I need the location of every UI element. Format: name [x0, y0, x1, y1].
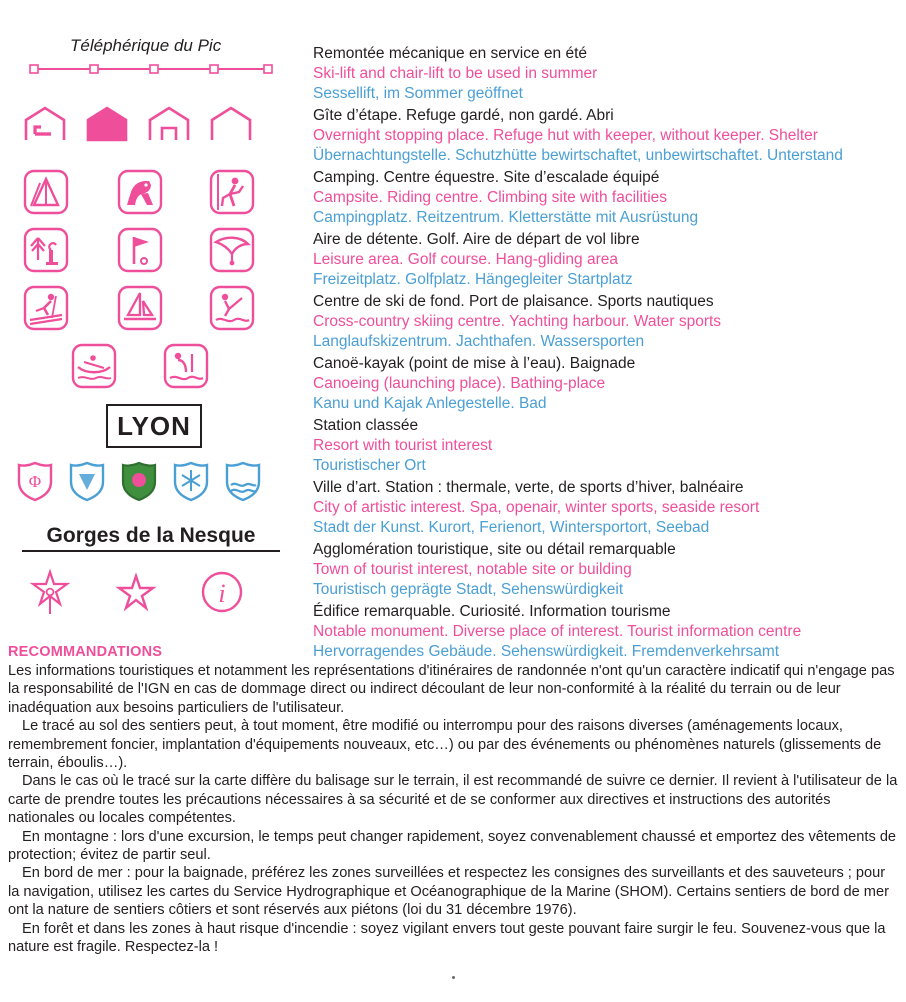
city-label-box: [106, 404, 202, 448]
legend-text-de: Touristischer Ort: [313, 457, 426, 474]
campsite-icon: [22, 168, 70, 216]
svg-text:i: i: [218, 579, 226, 608]
tourist-information-icon: [198, 568, 246, 616]
legend-row: [313, 292, 903, 352]
refuge-without-keeper-icon: [146, 104, 192, 144]
legend-text-de: Hervorragendes Gebäude. Sehenswürdigkeit. Fremdenverkehrsamt: [313, 643, 780, 660]
legend-text-en: Canoeing (launching place). Bathing-place: [313, 375, 606, 392]
cableway-title: Téléphérique du Pic: [70, 36, 222, 55]
legend-text-fr: Ville d’art. Station : thermale, verte, de sports d’hiver, balnéaire: [313, 479, 744, 496]
legend-text-de: Sessellift, im Sommer geöffnet: [313, 85, 523, 102]
legend-text-de: Stadt der Kunst. Kurort, Ferienort, Wintersportort, Seebad: [313, 519, 710, 536]
legend-text-en: Cross-country skiing centre. Yachting harbour. Water sports: [313, 313, 722, 330]
legend-text-en: Notable monument. Diverse place of interest. Tourist information centre: [313, 623, 802, 640]
legend-text-en: Town of tourist interest, notable site or building: [313, 561, 632, 578]
yachting-harbour-icon: [116, 284, 164, 332]
recommendations-paragraph: Les informations touristiques et notamment les représentations d'itinéraires de randonnée n'ont qu'un caractère indicatif qui n'engage pas la responsabilité de l'IGN en cas de dommage direct ou indirect découlant de leur non-conformité à la réalité du terrain ou de leur inadéquation aux besoins particuliers de l'utilisateur.: [8, 663, 895, 716]
shelter-icon: [208, 104, 254, 144]
legend-text-fr: Remontée mécanique en service en été: [313, 45, 587, 62]
bathing-place-icon: [162, 342, 210, 390]
legend-text-fr: Canoë-kayak (point de mise à l’eau). Baignade: [313, 355, 636, 372]
legend-text-rows: [313, 44, 903, 664]
legend-text-fr: Centre de ski de fond. Port de plaisance. Sports nautiques: [313, 293, 714, 310]
recommendations-paragraph: En montagne : lors d'une excursion, le temps peut changer rapidement, soyez convenablement chaussé et emportez des vêtements de protection; évitez de partir seul.: [8, 828, 897, 864]
legend-text-de: Kanu und Kajak Anlegestelle. Bad: [313, 395, 547, 412]
legend-row: [313, 416, 903, 476]
legend-row: [313, 354, 903, 414]
svg-text:Φ: Φ: [28, 472, 42, 491]
legend-text-en: City of artistic interest. Spa, openair, winter sports, seaside resort: [313, 499, 760, 516]
legend-row: [313, 478, 903, 538]
legend-text-en: Ski-lift and chair-lift to be used in summer: [313, 65, 598, 82]
legend-row: [313, 44, 903, 104]
legend-text-fr: Camping. Centre équestre. Site d’escalade équipé: [313, 169, 660, 186]
refuge-with-keeper-icon: [84, 104, 130, 144]
legend-text-de: Campingplatz. Reitzentrum. Kletterstätte mit Ausrüstung: [313, 209, 699, 226]
leisure-area-icon: [22, 226, 70, 274]
legend-text-en: Campsite. Riding centre. Climbing site with facilities: [313, 189, 668, 206]
legend-text-en: Leisure area. Golf course. Hang-gliding area: [313, 251, 619, 268]
legend-text-en: Resort with tourist interest: [313, 437, 493, 454]
cable-car-line-icon: [28, 62, 274, 76]
notable-monument-icon: [26, 566, 74, 616]
recommendations-section: [8, 644, 898, 957]
legend-text-de: Übernachtungstelle. Schutzhütte bewirtschaftet, unbewirtschaftet. Unterstand: [313, 147, 843, 164]
legend-text-de: Touristisch geprägte Stadt, Sehenswürdigkeit: [313, 581, 624, 598]
legend-row: [313, 540, 903, 600]
legend-text-de: Freizeitplatz. Golfplatz. Hängegleiter Startplatz: [313, 271, 633, 288]
riding-centre-icon: [116, 168, 164, 216]
legend-text-fr: Édifice remarquable. Curiosité. Information tourisme: [313, 603, 671, 620]
cross-country-skiing-icon: [22, 284, 70, 332]
gite-etape-icon: [22, 104, 68, 144]
hang-gliding-icon: [208, 226, 256, 274]
curiosity-icon: [112, 570, 160, 616]
city-label-text: LYON: [117, 410, 191, 441]
recommendations-title: RECOMMANDATIONS: [8, 644, 163, 660]
site-label-text: Gorges de la Nesque: [22, 524, 280, 552]
resort-classified-icon: [14, 460, 56, 502]
canoe-kayak-icon: [70, 342, 118, 390]
winter-sports-resort-icon: [170, 460, 212, 502]
climbing-site-icon: [208, 168, 256, 216]
legend-text-en: Overnight stopping place. Refuge hut with keeper, without keeper. Shelter: [313, 127, 818, 144]
golf-course-icon: [116, 226, 164, 274]
legend-text-de: Langlaufskizentrum. Jachthafen. Wassersporten: [313, 333, 645, 350]
recommendations-paragraph: En forêt et dans les zones à haut risque d'incendie : soyez vigilant envers tout geste pouvant faire surgir le feu. Souvenez-vous que la nature est fragile. Respectez-la !: [8, 920, 886, 956]
legend-text-fr: Aire de détente. Golf. Aire de départ de vol libre: [313, 231, 640, 248]
water-sports-icon: [208, 284, 256, 332]
recommendations-paragraph: En bord de mer : pour la baignade, préférez les zones surveillées et respectez les consignes des surveillants et des sauveteurs ; pour la navigation, utilisez les cartes du Service Hydrographique et Océanographique de la Marine (SHOM). Certains sentiers de bord de mer ont la nature de sentiers côtiers et sont réservés aux piétons (loi du 31 décembre 1976).: [8, 865, 889, 919]
city-of-art-icon: [66, 460, 108, 502]
spa-resort-icon: [118, 460, 160, 502]
recommendations-paragraph: Dans le cas où le tracé sur la carte diffère du balisage sur le terrain, il est recommandé de suivre ce dernier. Il revient à l'utilisateur de la carte de prendre toutes les précautions nécessaires à sa sécurité et de se conformer aux directives et instructions des autorités nationales ou locales compétentes.: [8, 773, 898, 827]
legend-text-fr: Gîte d’étape. Refuge gardé, non gardé. Abri: [313, 107, 614, 124]
legend-row: [313, 106, 903, 166]
page-mark-dot: [452, 976, 455, 979]
seaside-resort-icon: [222, 460, 264, 502]
legend-row: [313, 230, 903, 290]
recommendations-paragraph: Le tracé au sol des sentiers peut, à tout moment, être modifié ou interrompu pour des raisons diverses (aménagements locaux, remembrement foncier, implantation d'équipements nouveaux, etc…) ou par des événements ou phénomènes naturels (glissements de terrain, éboulis…).: [8, 718, 882, 772]
legend-row: [313, 168, 903, 228]
legend-text-fr: Agglomération touristique, site ou détail remarquable: [313, 541, 676, 558]
legend-text-fr: Station classée: [313, 417, 419, 434]
symbol-column: [0, 0, 300, 648]
